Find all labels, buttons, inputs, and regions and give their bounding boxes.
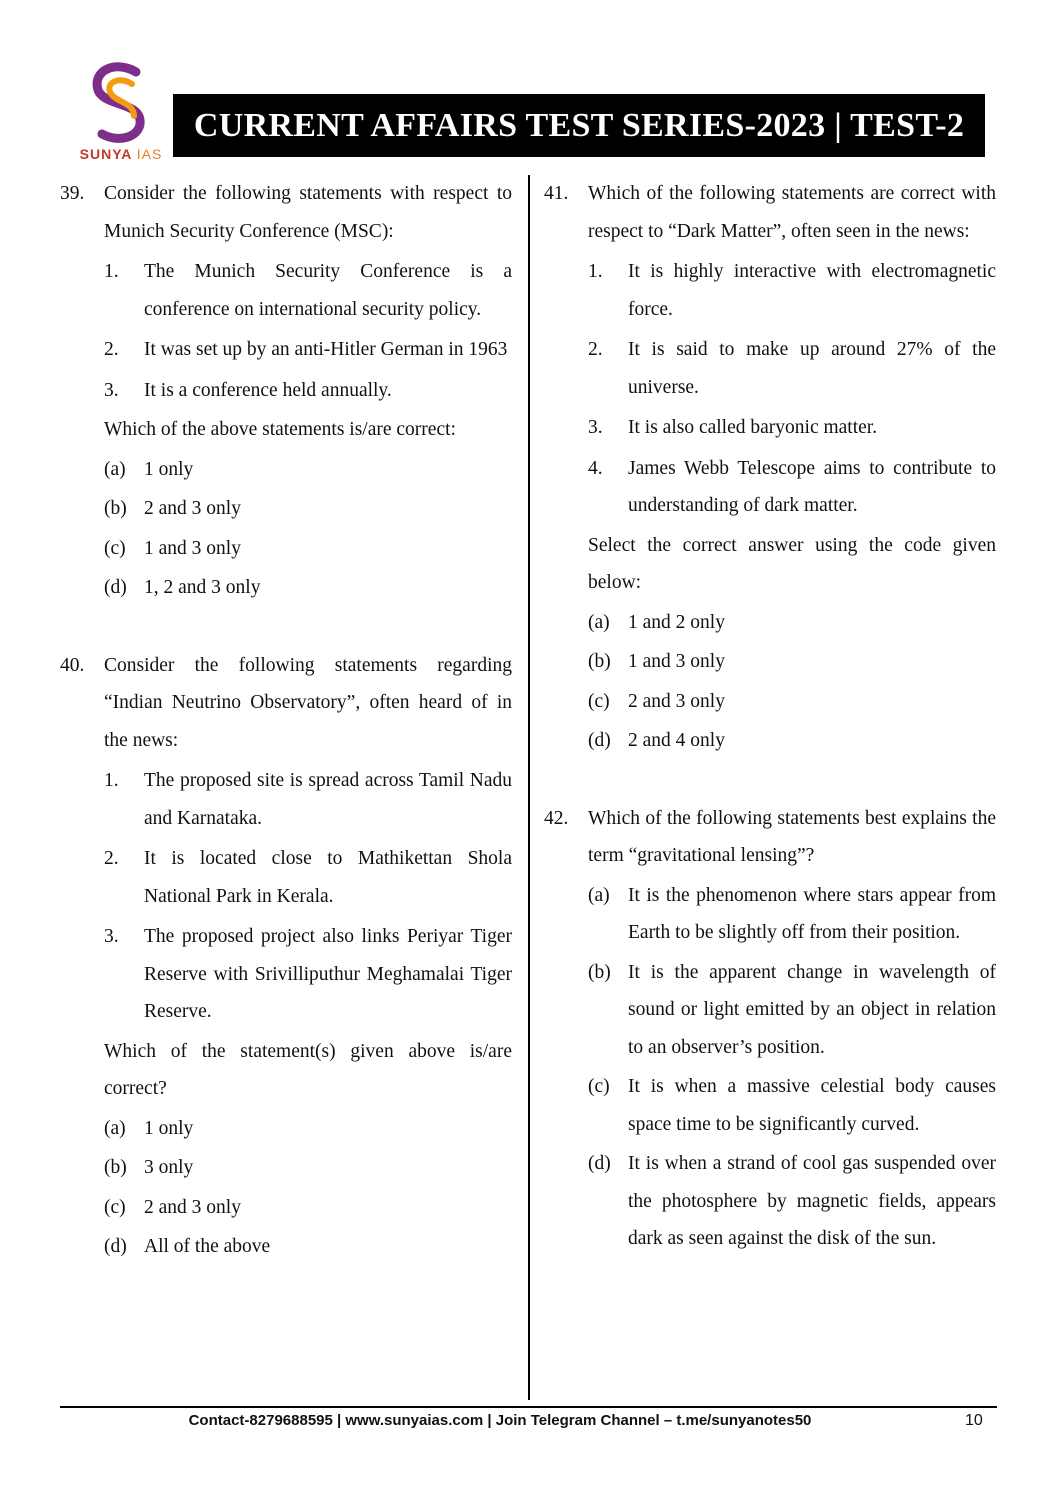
question-number: 40. (60, 654, 85, 676)
statement-number: 4. (588, 457, 603, 479)
statement-item (104, 762, 512, 837)
statement-text: The Munich Security Conference is a conference on international security policy. (144, 261, 512, 320)
question-number: 39. (60, 183, 85, 204)
question-40 (60, 647, 512, 760)
column-divider (528, 175, 530, 1400)
statement-item (104, 331, 512, 369)
answer-option (588, 1068, 996, 1143)
answer-option (588, 643, 996, 681)
question-number: 42. (544, 807, 569, 829)
question-lead: Which of the above statements is/are correct: (104, 419, 456, 440)
option-text: 1 and 3 only (628, 651, 725, 672)
footer-rule (60, 1406, 997, 1408)
option-text: It is the apparent change in wavelength of sound or light emitted by an object in relation to an observer’s position. (628, 961, 996, 1058)
logo-s-mark-icon (76, 62, 166, 146)
answer-option (588, 954, 996, 1067)
answer-option (104, 1189, 512, 1227)
statement-text: James Webb Telescope aims to contribute to understanding of dark matter. (628, 457, 996, 516)
option-label: (a) (588, 611, 610, 633)
question-text: Consider the following statements with respect to Munich Security Conference (MSC): (104, 183, 512, 242)
statement-item (588, 450, 996, 525)
option-text: 2 and 3 only (628, 690, 725, 712)
answer-option (104, 1110, 512, 1148)
option-label: (b) (104, 498, 127, 519)
option-text: 1 only (144, 1117, 194, 1139)
question-41 (544, 175, 996, 250)
statement-item (104, 253, 512, 328)
option-label: (c) (588, 1076, 610, 1097)
statement-number: 2. (104, 339, 119, 360)
statement-item (104, 918, 512, 1031)
option-label: (c) (588, 690, 610, 712)
option-text: 1 and 2 only (628, 611, 725, 633)
option-label: (a) (588, 884, 610, 906)
answer-option (104, 569, 512, 607)
spacer (544, 760, 996, 800)
statement-text: The proposed project also links Periyar Tiger Reserve with Srivilliputhur Meghamalai Tiger Reserve. (144, 926, 512, 1022)
page-title: CURRENT AFFAIRS TEST SERIES-2023 | TEST-2 (173, 94, 985, 157)
option-text: 2 and 3 only (144, 1196, 241, 1218)
option-text: All of the above (144, 1236, 271, 1257)
statement-item (104, 840, 512, 915)
page-number: 10 (965, 1412, 983, 1429)
option-text: It is when a massive celestial body causes space time to be significantly curved. (628, 1076, 996, 1135)
option-label: (a) (104, 458, 126, 480)
question-lead: Select the correct answer using the code given below: (588, 534, 996, 593)
statement-number: 1. (588, 261, 603, 282)
option-text: 2 and 4 only (628, 730, 725, 751)
option-label: (b) (588, 651, 611, 672)
answer-option (104, 451, 512, 489)
question-text: Consider the following statements regarding “Indian Neutrino Observatory”, often heard of in the news: (104, 654, 512, 751)
answer-option (588, 722, 996, 760)
option-label: (d) (588, 730, 611, 751)
statement-text: It is a conference held annually. (144, 379, 392, 401)
statement-item (588, 331, 996, 406)
logo-ias: IAS (136, 146, 163, 162)
question-number: 41. (544, 183, 569, 204)
statement-number: 3. (588, 417, 603, 438)
answer-option (104, 530, 512, 568)
option-text: 1 only (144, 458, 194, 480)
option-label: (a) (104, 1117, 126, 1139)
answer-option (104, 1149, 512, 1187)
option-text: 2 and 3 only (144, 498, 241, 519)
question-39 (60, 175, 512, 250)
statement-text: It is located close to Mathikettan Shola National Park in Kerala. (144, 848, 512, 907)
option-label: (c) (104, 1196, 126, 1218)
option-label: (d) (104, 1236, 127, 1257)
statement-text: It is said to make up around 27% of the universe. (628, 339, 996, 398)
option-text: It is the phenomenon where stars appear from Earth to be slightly off from their position. (628, 884, 996, 943)
statement-item (104, 372, 512, 410)
question-42 (544, 800, 996, 875)
option-text: 1, 2 and 3 only (144, 577, 261, 598)
left-column (60, 175, 512, 1266)
option-label: (c) (104, 537, 126, 559)
statement-number: 2. (588, 339, 603, 360)
question-text: Which of the following statements best explains the term “gravitational lensing”? (588, 807, 996, 866)
statement-text: The proposed site is spread across Tamil Nadu and Karnataka. (144, 770, 512, 829)
option-label: (b) (588, 961, 611, 983)
question-text: Which of the following statements are correct with respect to “Dark Matter”, often seen in the news: (588, 183, 996, 242)
statement-number: 1. (104, 261, 119, 282)
statement-number: 3. (104, 379, 119, 401)
answer-option (588, 604, 996, 642)
spacer (60, 607, 512, 647)
sunya-ias-logo (76, 62, 166, 162)
statement-number: 1. (104, 770, 119, 791)
statement-item (588, 409, 996, 447)
option-label: (d) (588, 1153, 611, 1174)
statement-text: It is highly interactive with electromagnetic force. (628, 261, 996, 320)
answer-option (104, 490, 512, 528)
answer-option (588, 683, 996, 721)
answer-option (104, 1228, 512, 1266)
statement-number: 3. (104, 926, 119, 947)
logo-wordmark (76, 146, 166, 162)
option-text: It is when a strand of cool gas suspended over the photosphere by magnetic fields, appears dark as seen against the disk of the sun. (628, 1153, 996, 1249)
statement-text: It is also called baryonic matter. (628, 417, 878, 438)
logo-sunya: SUNYA (79, 146, 132, 162)
option-label: (b) (104, 1157, 127, 1178)
question-lead: Which of the statement(s) given above is/are correct? (104, 1040, 512, 1099)
answer-option (588, 1145, 996, 1258)
answer-option (588, 877, 996, 952)
option-label: (d) (104, 577, 127, 598)
footer-contact: Contact-8279688595 | www.sunyaias.com | Join Telegram Channel – t.me/sunyanotes50 (188, 1412, 812, 1429)
option-text: 3 only (144, 1157, 194, 1178)
statement-number: 2. (104, 848, 119, 869)
statement-item (588, 253, 996, 328)
right-column (544, 175, 996, 1258)
statement-text: It was set up by an anti-Hitler German in 1963 (144, 339, 508, 360)
option-text: 1 and 3 only (144, 537, 241, 559)
